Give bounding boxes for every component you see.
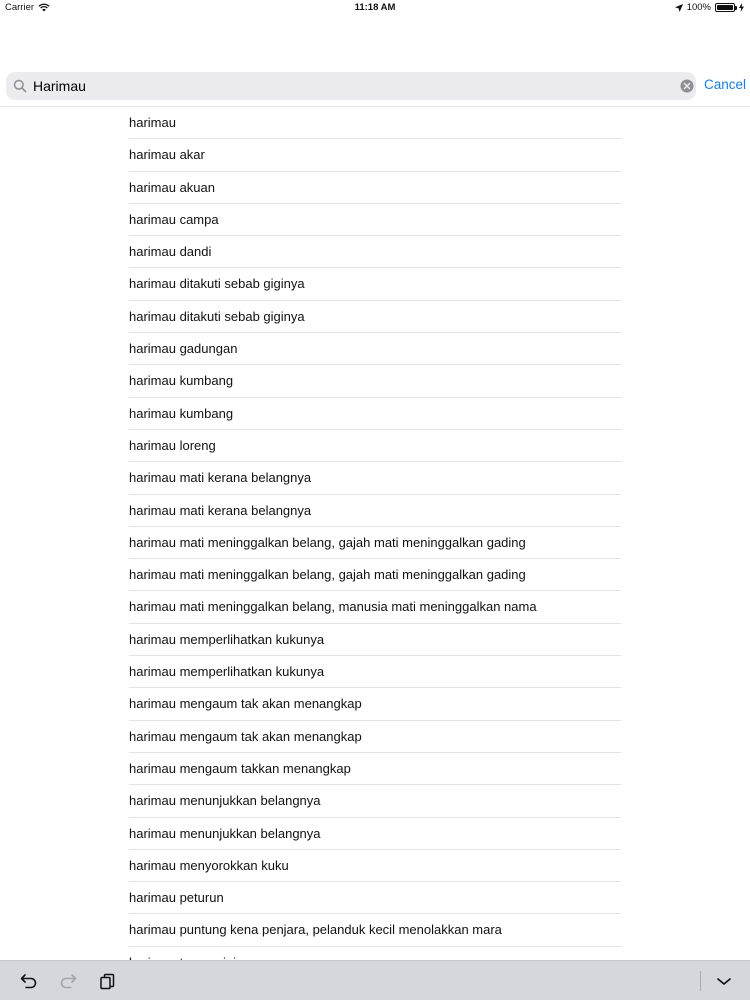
search-field[interactable] xyxy=(6,72,696,100)
redo-icon[interactable] xyxy=(58,972,78,990)
status-right xyxy=(675,2,744,13)
keyboard-toolbar xyxy=(0,960,750,1000)
suggestion-item[interactable]: harimau campa xyxy=(129,204,621,236)
suggestion-item[interactable]: harimau kumbang xyxy=(129,398,621,430)
suggestion-item[interactable]: harimau ditakuti sebab giginya xyxy=(129,301,621,333)
suggestion-item[interactable]: harimau memperlihatkan kukunya xyxy=(129,624,621,656)
suggestion-item[interactable]: harimau mati kerana belangnya xyxy=(129,462,621,494)
suggestion-item[interactable]: harimau mengaum takkan menangkap xyxy=(129,753,621,785)
suggestion-item[interactable]: harimau mati meninggalkan belang, manusia mati meninggalkan nama xyxy=(129,591,621,623)
carrier-label: Carrier xyxy=(5,2,35,13)
charging-bolt-icon xyxy=(739,3,744,12)
search-input[interactable] xyxy=(33,76,673,96)
keyboard-dismiss-icon[interactable] xyxy=(714,972,734,990)
search-icon xyxy=(13,79,27,93)
cancel-button[interactable]: Cancel xyxy=(704,77,747,92)
suggestion-item[interactable]: harimau memperlihatkan kukunya xyxy=(129,656,621,688)
status-bar xyxy=(0,0,750,16)
suggestion-item[interactable]: harimau mati meninggalkan belang, gajah mati meninggalkan gading xyxy=(129,559,621,591)
suggestion-item[interactable]: harimau menyorokkan kuku xyxy=(129,850,621,882)
suggestion-item[interactable]: harimau kumbang xyxy=(129,365,621,397)
suggestion-item[interactable]: harimau mengaum tak akan menangkap xyxy=(129,688,621,720)
search-bar xyxy=(0,72,750,102)
suggestion-item[interactable]: harimau mati meninggalkan belang, gajah mati meninggalkan gading xyxy=(129,527,621,559)
suggestion-item[interactable]: harimau mengaum tak akan menangkap xyxy=(129,721,621,753)
suggestion-list xyxy=(129,107,621,979)
suggestion-item[interactable]: harimau menunjukkan belangnya xyxy=(129,818,621,850)
suggestion-item[interactable]: harimau mati kerana belangnya xyxy=(129,495,621,527)
suggestion-item[interactable]: harimau xyxy=(129,107,621,139)
battery-percent: 100% xyxy=(686,2,711,13)
suggestion-item[interactable]: harimau akar xyxy=(129,139,621,171)
suggestion-item[interactable]: harimau dandi xyxy=(129,236,621,268)
clear-search-icon[interactable] xyxy=(680,79,694,93)
suggestion-item[interactable]: harimau menunjukkan belangnya xyxy=(129,785,621,817)
battery-icon xyxy=(715,3,735,12)
suggestion-item[interactable]: harimau peturun xyxy=(129,882,621,914)
paste-icon[interactable] xyxy=(98,972,118,990)
suggestion-item[interactable]: harimau akuan xyxy=(129,172,621,204)
suggestion-item[interactable]: harimau puntung kena penjara, pelanduk kecil menolakkan mara xyxy=(129,914,621,946)
status-time: 11:18 AM xyxy=(354,2,396,13)
suggestion-item[interactable]: harimau loreng xyxy=(129,430,621,462)
toolbar-divider xyxy=(700,971,701,991)
location-arrow-icon xyxy=(675,4,683,12)
suggestion-item[interactable]: harimau ditakuti sebab giginya xyxy=(129,268,621,300)
suggestion-item[interactable]: harimau gadungan xyxy=(129,333,621,365)
undo-icon[interactable] xyxy=(19,972,39,990)
